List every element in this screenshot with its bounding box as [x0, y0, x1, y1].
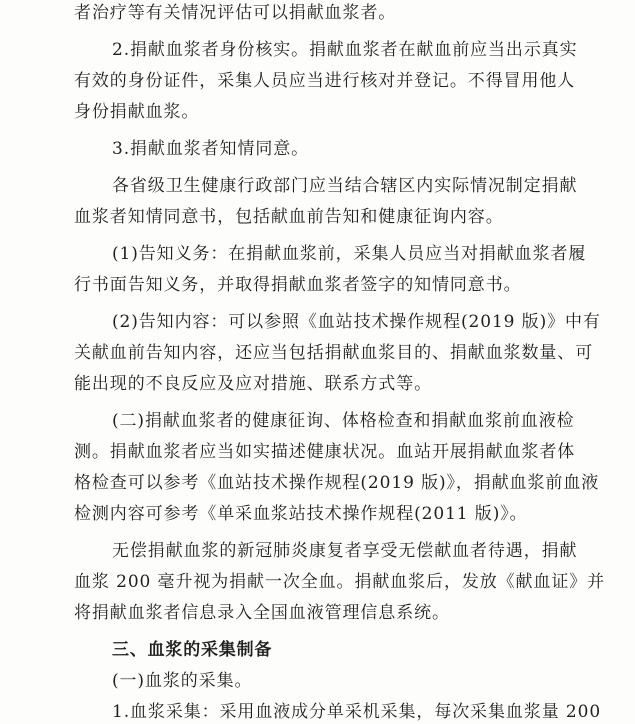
paragraph-line: 将捐献血浆者信息录入全国血液管理信息系统。	[74, 603, 450, 623]
paragraph-line: 关献血前告知内容，还应当包括捐献血浆目的、捐献血浆数量、可	[74, 343, 594, 363]
paragraph-line: 测。捐献血浆者应当如实描述健康状况。血站开展捐献血浆者体	[74, 442, 576, 462]
paragraph-line: (1)告知义务：在捐献血浆前，采集人员应当对捐献血浆者履	[112, 244, 587, 264]
paragraph-line: 检测内容可参考《单采血浆站技术操作规程(2011 版)》。	[74, 504, 528, 524]
paragraph-line: 各省级卫生健康行政部门应当结合辖区内实际情况制定捐献	[112, 176, 578, 196]
paragraph-line: 身份捐献血浆。	[74, 102, 200, 122]
paragraph-line: 2.捐献血浆者身份核实。捐献血浆者在献血前应当出示真实	[112, 40, 578, 60]
section-heading: 三、血浆的采集制备	[112, 640, 273, 660]
paragraph-line: 血浆 200 毫升视为捐献一次全血。捐献血浆后，发放《献血证》并	[74, 572, 606, 592]
paragraph-line: 能出现的不良反应及应对措施、联系方式等。	[74, 374, 432, 394]
paragraph-line: 格检查可以参考《血站技术操作规程(2019 版)》，捐献血浆前血液	[74, 473, 600, 493]
paragraph-line: 血浆者知情同意书，包括献血前告知和健康征询内容。	[74, 207, 504, 227]
paragraph-line: 行书面告知义务，并取得捐献血浆者签字的知情同意书。	[74, 275, 522, 295]
paragraph-line: (二)捐献血浆者的健康征询、体格检查和捐献血浆前血液检	[112, 411, 575, 431]
paragraph-line: 1.血浆采集：采用血液成分单采机采集，每次采集血浆量 200	[112, 702, 602, 722]
paragraph-line: 者治疗等有关情况评估可以捐献血浆者。	[74, 3, 397, 23]
paragraph-line: 3.捐献血浆者知情同意。	[112, 139, 310, 159]
paragraph-line: 无偿捐献血浆的新冠肺炎康复者享受无偿献血者待遇，捐献	[112, 541, 578, 561]
subsection-heading: (一)血浆的采集。	[112, 671, 253, 691]
paragraph-line: (2)告知内容：可以参照《血站技术操作规程(2019 版)》中有	[112, 312, 601, 332]
paragraph-line: 有效的身份证件，采集人员应当进行核对并登记。不得冒用他人	[74, 71, 576, 91]
